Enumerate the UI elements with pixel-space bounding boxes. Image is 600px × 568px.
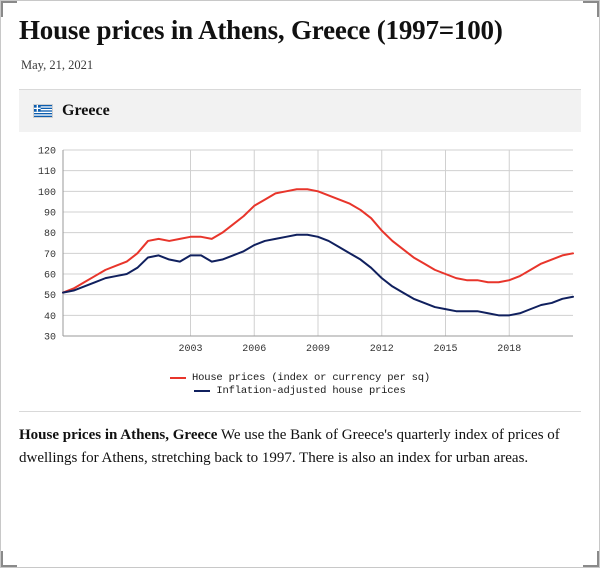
country-selector-bar[interactable] <box>19 90 581 132</box>
svg-text:30: 30 <box>43 332 56 344</box>
article-content <box>1 1 599 469</box>
svg-text:40: 40 <box>43 312 56 324</box>
svg-text:80: 80 <box>43 229 56 241</box>
chart-legend <box>19 372 581 397</box>
greece-flag-icon <box>33 104 53 118</box>
svg-text:2012: 2012 <box>369 344 394 356</box>
country-name-label: Greece <box>62 102 110 120</box>
svg-text:50: 50 <box>43 291 56 303</box>
legend-swatch-house-prices <box>170 377 186 379</box>
svg-text:2015: 2015 <box>433 344 458 356</box>
chart-container <box>19 140 581 370</box>
svg-text:100: 100 <box>37 188 56 200</box>
legend-item-house-prices <box>170 372 430 384</box>
svg-text:120: 120 <box>37 146 56 158</box>
corner-marker-bottom-right <box>583 551 599 567</box>
svg-text:2006: 2006 <box>242 344 267 356</box>
legend-swatch-inflation-adjusted <box>194 390 210 392</box>
svg-text:70: 70 <box>43 250 56 262</box>
house-price-line-chart <box>19 140 583 370</box>
article-lead-in: House prices in Athens, Greece <box>19 427 218 444</box>
legend-item-inflation-adjusted <box>194 385 405 397</box>
svg-text:60: 60 <box>43 270 56 282</box>
body-divider <box>19 411 581 412</box>
svg-text:110: 110 <box>37 167 56 179</box>
svg-text:90: 90 <box>43 208 56 220</box>
article-paragraph <box>19 424 581 469</box>
svg-text:2009: 2009 <box>305 344 331 356</box>
legend-label-house-prices: House prices (index or currency per sq) <box>192 372 430 385</box>
svg-text:2003: 2003 <box>178 344 203 356</box>
publish-date: May, 21, 2021 <box>21 58 94 73</box>
page-title: House prices in Athens, Greece (1997=100) <box>19 15 503 45</box>
legend-label-inflation-adjusted: Inflation-adjusted house prices <box>216 385 406 398</box>
corner-marker-bottom-left <box>1 551 17 567</box>
article-body-text: We use the Bank of Greece's quarterly index of prices of dwellings for Athens, stretching back to 1997. There is also an index for urban areas. <box>19 427 560 466</box>
svg-text:2018: 2018 <box>497 344 522 356</box>
